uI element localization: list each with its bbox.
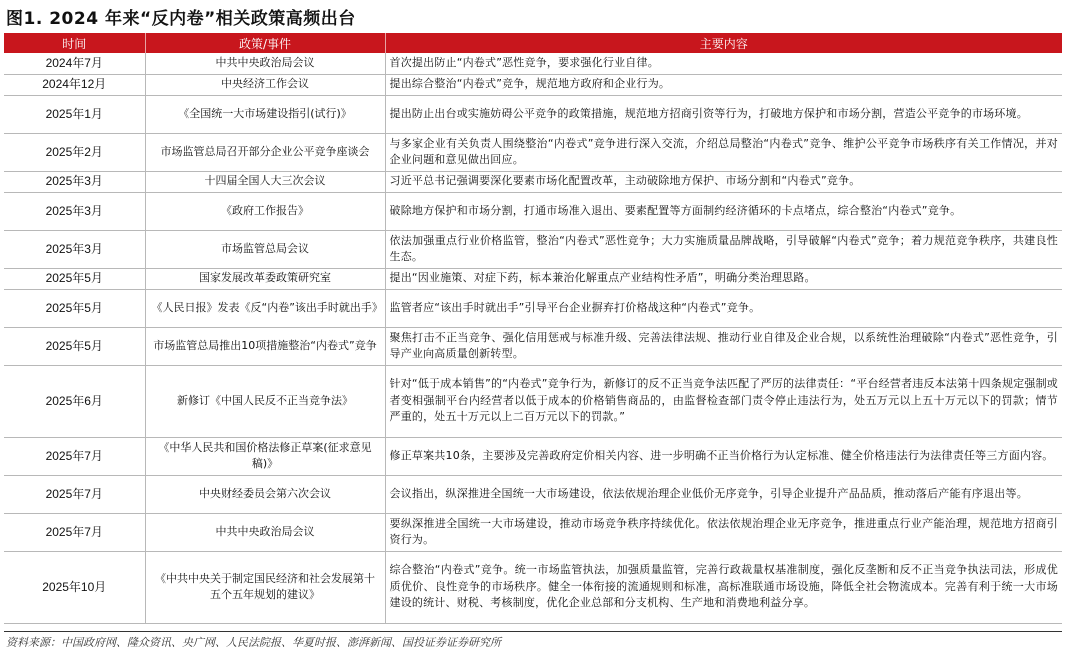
- table-row: [4, 289, 1062, 327]
- content-cell: 首次提出防止“内卷式”恶性竞争，要求强化行业自律。: [385, 53, 1062, 74]
- time-cell: 2024年12月: [4, 74, 145, 95]
- time-cell: 2025年5月: [4, 289, 145, 327]
- event-cell: 《人民日报》发表《反“内卷”该出手时就出手》: [145, 289, 385, 327]
- table-row: [4, 192, 1062, 230]
- content-cell: 提出综合整治“内卷式”竞争，规范地方政府和企业行为。: [385, 74, 1062, 95]
- content-cell: 要纵深推进全国统一大市场建设，推动市场竞争秩序持续优化。依法依规治理企业无序竞争，推进重点行业产能治理，规范地方招商引资行为。: [385, 513, 1062, 551]
- event-cell: 市场监管总局会议: [145, 230, 385, 268]
- time-cell: 2025年3月: [4, 192, 145, 230]
- time-cell: 2025年5月: [4, 268, 145, 289]
- table-header: [4, 33, 1062, 53]
- page-title: 图1. 2024 年来“反内卷”相关政策高频出台: [6, 9, 356, 29]
- content-cell: 提出防止出台或实施妨碍公平竞争的政策措施，规范地方招商引资等行为，打破地方保护和市场分割，营造公平竞争的市场环境。: [385, 95, 1062, 133]
- table-row: [4, 513, 1062, 551]
- event-cell: 中央经济工作会议: [145, 74, 385, 95]
- table-row: [4, 230, 1062, 268]
- event-cell: 《中共中央关于制定国民经济和社会发展第十五个五年规划的建议》: [145, 551, 385, 623]
- event-cell: 《全国统一大市场建设指引(试行)》: [145, 95, 385, 133]
- event-cell: 国家发展改革委政策研究室: [145, 268, 385, 289]
- content-cell: 监管者应“该出手时就出手”引导平台企业摒弃打价格战这种“内卷式”竞争。: [385, 289, 1062, 327]
- content-cell: 修正草案共10条，主要涉及完善政府定价相关内容、进一步明确不正当价格行为认定标准、健全价格违法行为法律责任等三方面内容。: [385, 437, 1062, 475]
- time-cell: 2025年10月: [4, 551, 145, 623]
- time-cell: 2025年3月: [4, 171, 145, 192]
- content-cell: 依法加强重点行业价格监管，整治“内卷式”恶性竞争；大力实施质量品牌战略，引导破解“内卷式”竞争；着力规范竞争秩序，共建良性生态。: [385, 230, 1062, 268]
- table-row: [4, 437, 1062, 475]
- time-cell: 2025年1月: [4, 95, 145, 133]
- time-cell: 2025年7月: [4, 513, 145, 551]
- content-cell: 与多家企业有关负责人围绕整治“内卷式”竞争进行深入交流，介绍总局整治“内卷式”竞争、维护公平竞争市场秩序有关工作情况，并对企业问题和意见做出回应。: [385, 133, 1062, 171]
- header-event: 政策/事件: [145, 33, 385, 53]
- table-row: [4, 95, 1062, 133]
- time-cell: 2025年6月: [4, 365, 145, 437]
- bottom-rule: [4, 631, 1062, 632]
- event-cell: 市场监管总局推出10项措施整治“内卷式”竞争: [145, 327, 385, 365]
- table-body: [4, 53, 1062, 623]
- time-cell: 2025年7月: [4, 437, 145, 475]
- table-row: [4, 327, 1062, 365]
- event-cell: 十四届全国人大三次会议: [145, 171, 385, 192]
- header-time: 时间: [4, 33, 145, 53]
- policy-table: [4, 33, 1062, 624]
- content-cell: 聚焦打击不正当竞争、强化信用惩戒与标准升级、完善法律法规、推动行业自律及企业合规，以系统性治理破除“内卷式”恶性竞争，引导产业向高质量创新转型。: [385, 327, 1062, 365]
- event-cell: 中共中央政治局会议: [145, 513, 385, 551]
- table-row: [4, 74, 1062, 95]
- table-row: [4, 171, 1062, 192]
- table-row: [4, 133, 1062, 171]
- source-note: 资料来源：中国政府网、隆众资讯、央广网、人民法院报、华夏时报、澎湃新闻、国投证券证券研究所: [6, 636, 501, 649]
- policy-table-container: [4, 33, 1062, 624]
- content-cell: 会议指出，纵深推进全国统一大市场建设，依法依规治理企业低价无序竞争，引导企业提升产品品质，推动落后产能有序退出等。: [385, 475, 1062, 513]
- time-cell: 2024年7月: [4, 53, 145, 74]
- table-row: [4, 268, 1062, 289]
- header-content: 主要内容: [385, 33, 1062, 53]
- event-cell: 新修订《中国人民反不正当竞争法》: [145, 365, 385, 437]
- table-row: [4, 475, 1062, 513]
- content-cell: 提出“因业施策、对症下药，标本兼治化解重点产业结构性矛盾”，明确分类治理思路。: [385, 268, 1062, 289]
- time-cell: 2025年5月: [4, 327, 145, 365]
- event-cell: 中央财经委员会第六次会议: [145, 475, 385, 513]
- event-cell: 市场监管总局召开部分企业公平竞争座谈会: [145, 133, 385, 171]
- table-row: [4, 551, 1062, 623]
- table-row: [4, 365, 1062, 437]
- time-cell: 2025年3月: [4, 230, 145, 268]
- content-cell: 针对“低于成本销售”的“内卷式”竞争行为，新修订的反不正当竞争法匹配了严厉的法律责任：“平台经营者违反本法第十四条规定强制或者变相强制平台内经营者以低于成本的价格销售商品的，由监督检查部门责令停止违法行为，处五万元以上五十万元以下的罚款；情节严重的，处五十万元以上二百万元以下的罚款。”: [385, 365, 1062, 437]
- event-cell: 中共中央政治局会议: [145, 53, 385, 74]
- content-cell: 破除地方保护和市场分割，打通市场准入退出、要素配置等方面制约经济循环的卡点堵点，综合整治“内卷式”竞争。: [385, 192, 1062, 230]
- time-cell: 2025年7月: [4, 475, 145, 513]
- event-cell: 《中华人民共和国价格法修正草案(征求意见稿)》: [145, 437, 385, 475]
- content-cell: 综合整治“内卷式”竞争。统一市场监管执法，加强质量监管，完善行政裁量权基准制度，强化反垄断和反不正当竞争执法司法，形成优质优价、良性竞争的市场秩序。健全一体衔接的流通规则和标准，高标准联通市场设施，降低全社会物流成本。完善有利于统一大市场建设的统计、财税、考核制度，优化企业总部和分支机构、生产地和消费地利益分享。: [385, 551, 1062, 623]
- time-cell: 2025年2月: [4, 133, 145, 171]
- table-row: [4, 53, 1062, 74]
- content-cell: 习近平总书记强调要深化要素市场化配置改革，主动破除地方保护、市场分割和“内卷式”竞争。: [385, 171, 1062, 192]
- event-cell: 《政府工作报告》: [145, 192, 385, 230]
